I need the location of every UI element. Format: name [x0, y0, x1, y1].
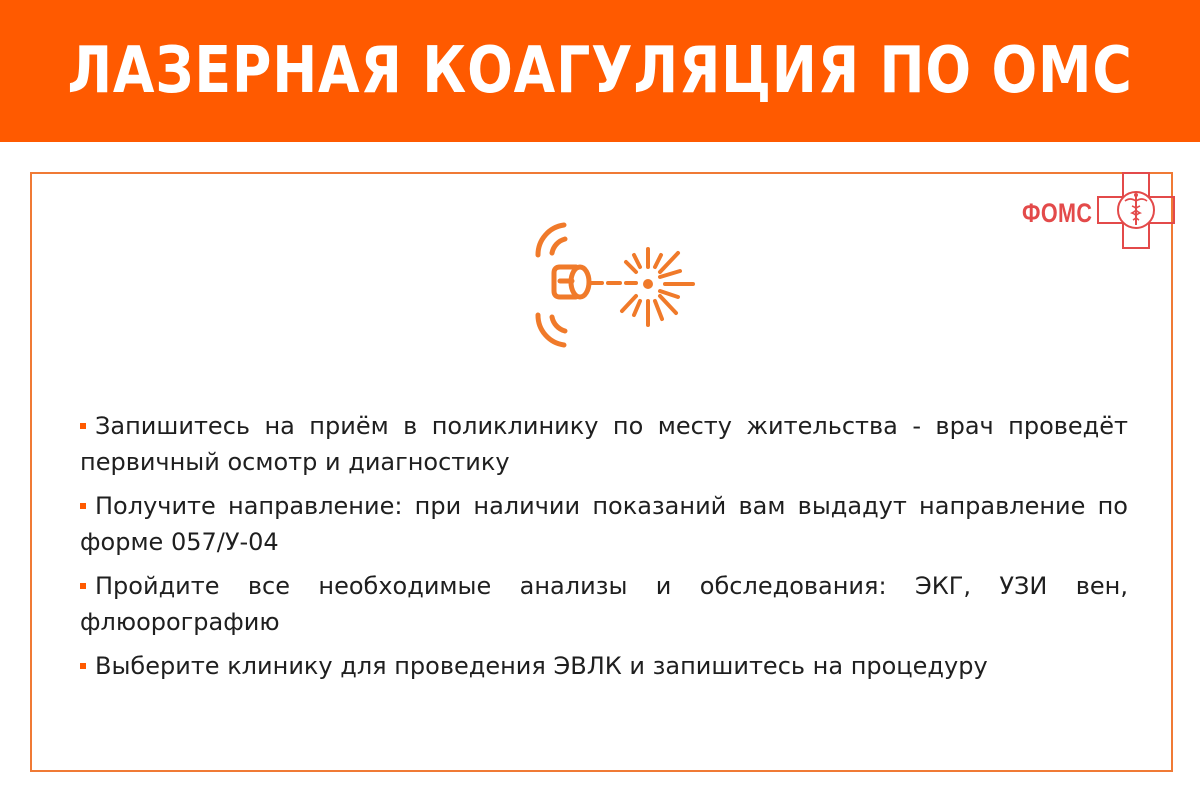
medical-cross-caduceus-icon — [1096, 172, 1176, 250]
foms-logo — [1018, 172, 1178, 250]
step-text: Пройдите все необходимые анализы и обследования: ЭКГ, УЗИ вен, флюорографию — [80, 572, 1128, 636]
header-banner — [0, 0, 1200, 142]
bullet-marker — [80, 663, 86, 669]
page-title: ЛАЗЕРНАЯ КОАГУЛЯЦИЯ ПО ОМС — [67, 34, 1133, 108]
step-text: Выберите клинику для проведения ЭВЛК и запишитесь на процедуру — [95, 652, 988, 680]
bullet-marker — [80, 423, 86, 429]
list-item — [80, 568, 1128, 640]
list-item — [80, 648, 1128, 684]
foms-logo-text: ФОМС — [1022, 198, 1093, 228]
list-item — [80, 488, 1128, 560]
bullet-marker — [80, 503, 86, 509]
step-text: Получите направление: при наличии показаний вам выдадут направление по форме 057/У-04 — [80, 492, 1128, 556]
list-item — [80, 408, 1128, 480]
bullet-marker — [80, 583, 86, 589]
step-text: Запишитесь на приём в поликлинику по месту жительства - врач проведёт первичный осмотр и диагностику — [80, 412, 1128, 476]
laser-beam-icon — [528, 215, 703, 355]
steps-list — [80, 408, 1128, 692]
